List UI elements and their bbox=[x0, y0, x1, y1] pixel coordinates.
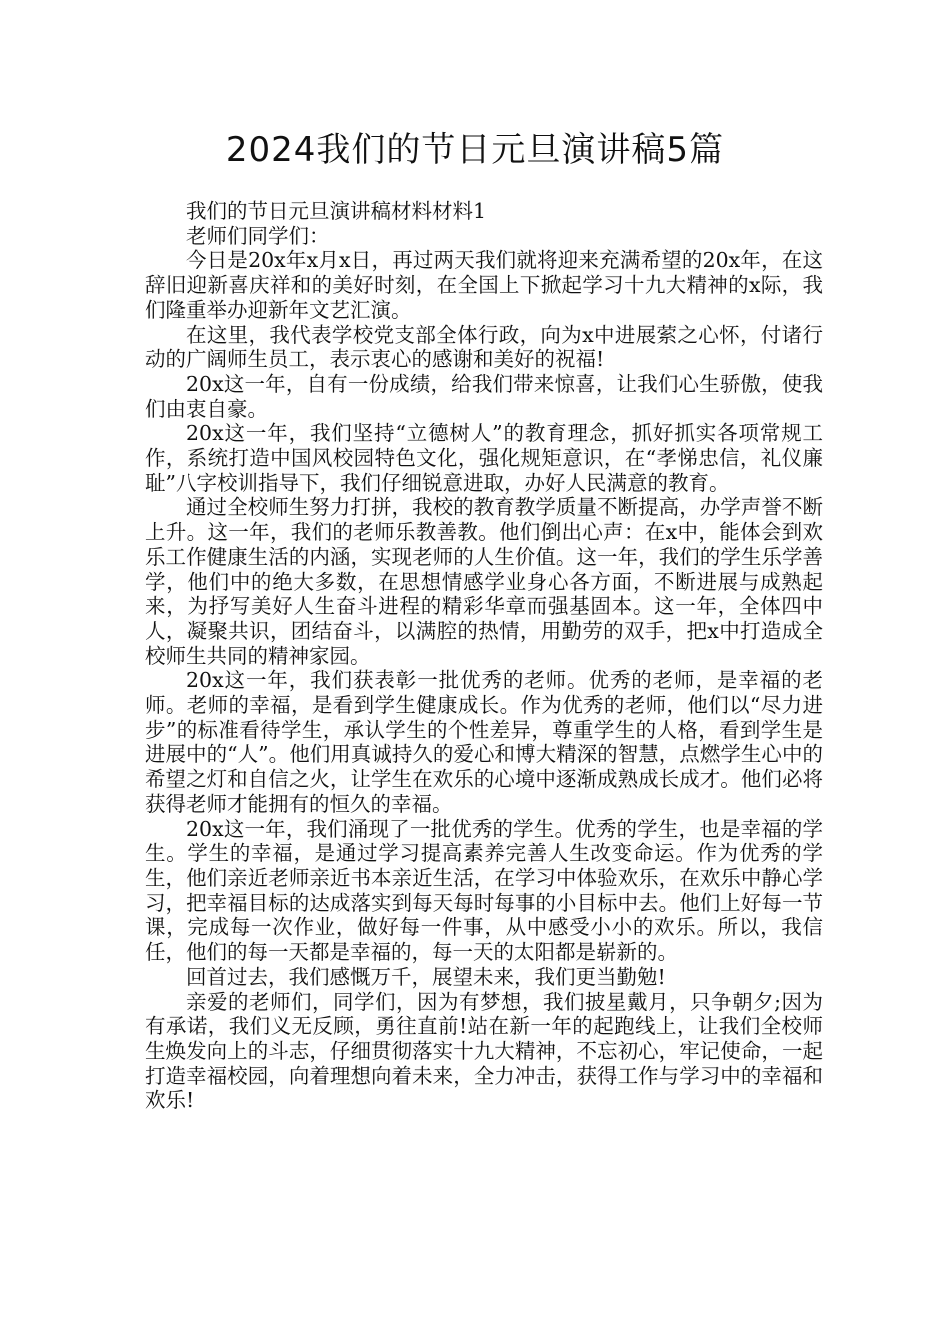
paragraph: 今日是20x年x月x日，再过两天我们就将迎来充满希望的20x年，在这辞旧迎新喜庆祥和的美好时刻，在全国上下掀起学习十九大精神的x际，我们隆重举办迎新年文艺汇演。 bbox=[145, 248, 823, 322]
paragraph: 回首过去，我们感慨万千，展望未来，我们更当勤勉! bbox=[186, 964, 666, 989]
document-title: 2024我们的节日元旦演讲稿5篇 bbox=[225, 130, 725, 170]
paragraph: 通过全校师生努力打拼，我校的教育教学质量不断提高，办学声誉不断上升。这一年，我们的老师乐教善教。他们倒出心声：在x中，能体会到欢乐工作健康生活的内涵，实现老师的人生价值。这一年，我们的学生乐学善学，他们中的绝大多数，在思想情感学业身心各方面，不断进展与成熟起来，为抒写美好人生奋斗进程的精彩华章而强基固本。这一年，全体四中人，凝聚共识，团结奋斗，以满腔的热情，用勤劳的双手，把x中打造成全校师生共同的精神家园。 bbox=[145, 495, 823, 668]
paragraph-salutation: 老师们同学们： bbox=[186, 223, 330, 248]
paragraph-heading: 我们的节日元旦演讲稿材料材料1 bbox=[186, 199, 487, 223]
paragraph: 亲爱的老师们，同学们，因为有梦想，我们披星戴月，只争朝夕;因为有承诺，我们义无反顾，勇往直前!站在新一年的起跑线上，让我们全校师生焕发向上的斗志，仔细贯彻落实十九大精神，不忘初心，牢记使命，一起打造幸福校园，向着理想向着未来，全力冲击，获得工作与学习中的幸福和欢乐! bbox=[145, 989, 823, 1113]
paragraph: 20x这一年，我们获表彰一批优秀的老师。优秀的老师，是幸福的老师。老师的幸福，是看到学生健康成长。作为优秀的老师，他们以“尽力进步”的标准看待学生，承认学生的个性差异，尊重学生的人格，看到学生是进展中的“人”。他们用真诚持久的爱心和博大精深的智慧，点燃学生心中的希望之灯和自信之火，让学生在欢乐的心境中逐渐成熟成长成才。他们必将获得老师才能拥有的恒久的幸福。 bbox=[145, 668, 823, 816]
document-body bbox=[145, 199, 823, 1113]
paragraph: 20x这一年，我们坚持“立德树人”的教育理念，抓好抓实各项常规工作，系统打造中国风校园特色文化，强化规矩意识，在“孝悌忠信，礼仪廉耻”八字校训指导下，我们仔细锐意进取，办好人民满意的教育。 bbox=[145, 421, 823, 495]
paragraph: 20x这一年，自有一份成绩，给我们带来惊喜，让我们心生骄傲，使我们由衷自豪。 bbox=[145, 371, 823, 421]
paragraph: 20x这一年，我们涌现了一批优秀的学生。优秀的学生，也是幸福的学生。学生的幸福，是通过学习提高素养完善人生改变命运。作为优秀的学生，他们亲近老师亲近书本亲近生活，在学习中体验欢乐，在欢乐中静心学习，把幸福目标的达成落实到每天每时每事的小目标中去。他们上好每一节课，完成每一次作业，做好每一件事，从中感受小小的欢乐。所以，我信任，他们的每一天都是幸福的，每一天的太阳都是崭新的。 bbox=[145, 816, 823, 965]
paragraph: 在这里，我代表学校党支部全体行政，向为x中进展萦之心怀，付诸行动的广阔师生员工，表示衷心的感谢和美好的祝福! bbox=[145, 322, 823, 372]
